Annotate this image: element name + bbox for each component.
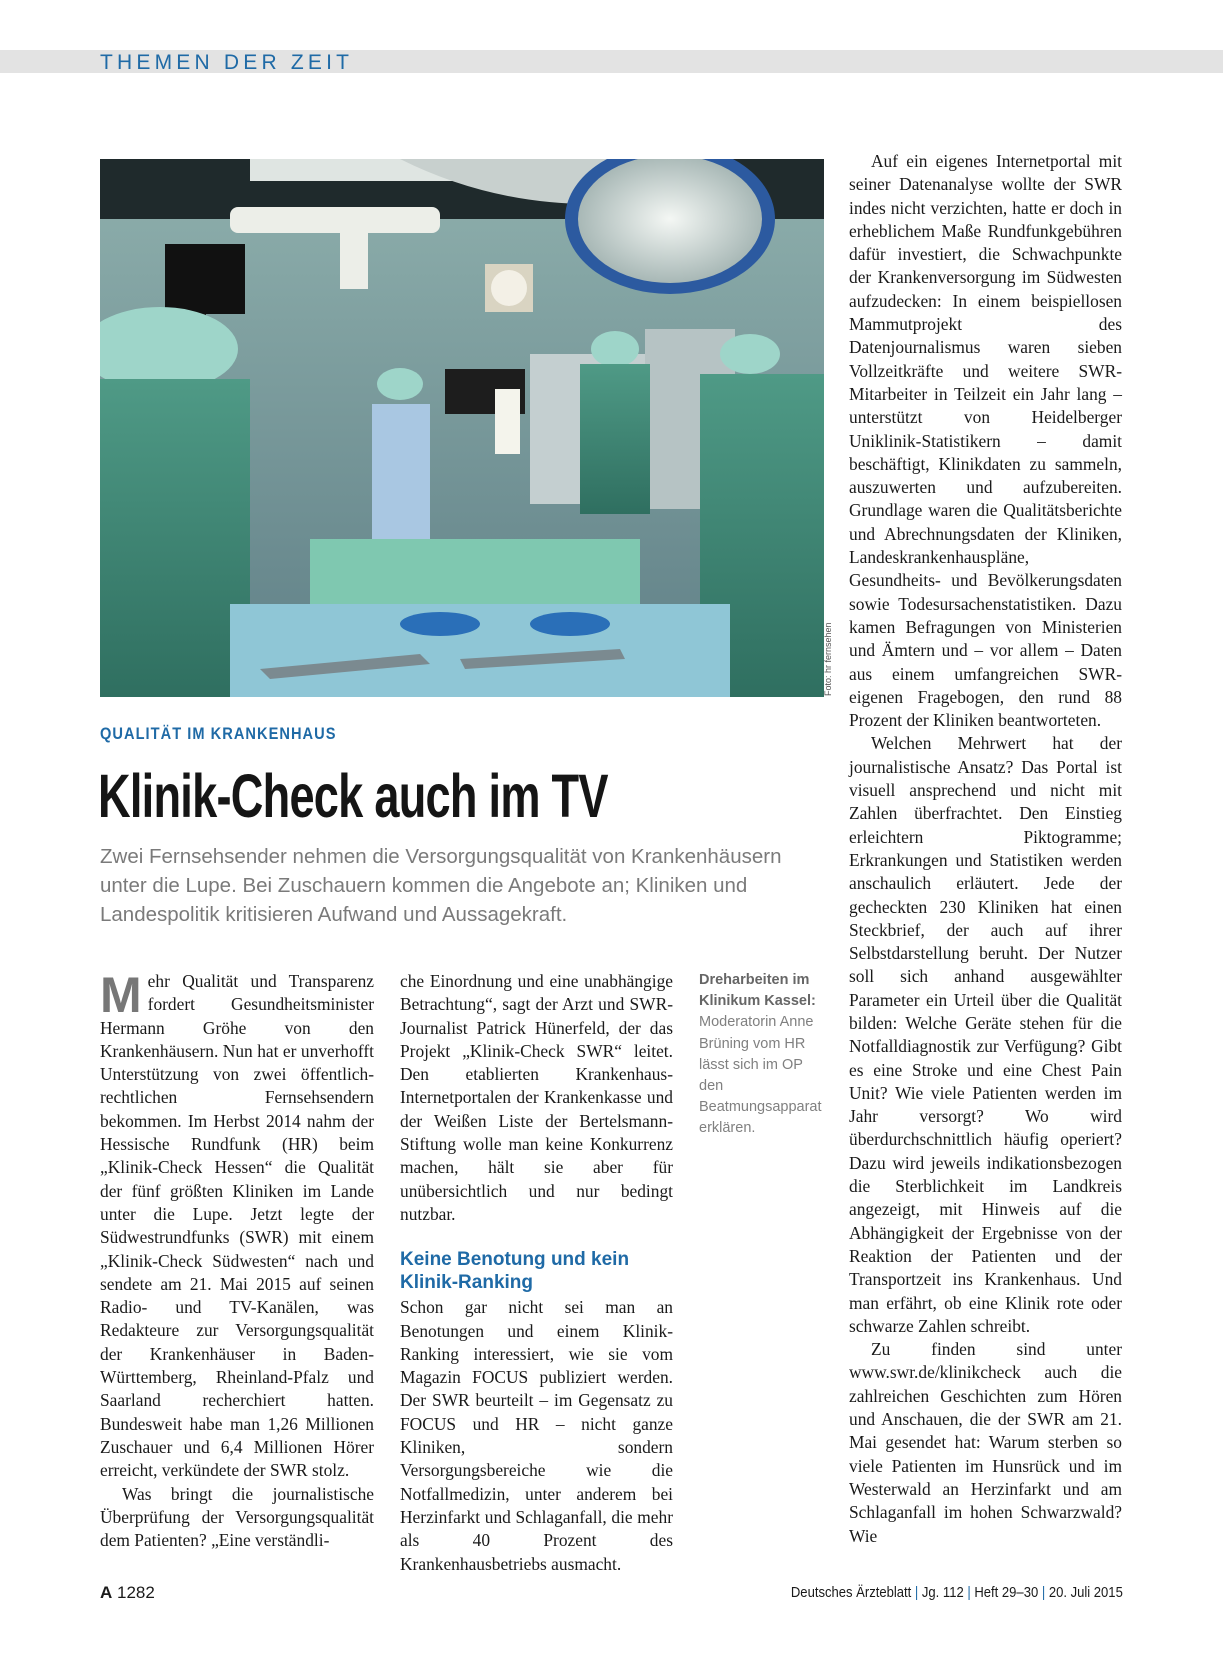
article-kicker: QUALITÄT IM KRANKENHAUS <box>100 724 337 743</box>
paragraph: Welchen Mehrwert hat der journalistische Ansatz? Das Portal ist visuell ansprechend und nicht mit Zahlen überfrachtet. Den Einstieg erleichtern Piktogramme; Erkrankungen und Statistiken werden anschaulich erläutert. Jede der gecheckten 230 Kliniken hat einen Steckbrief, der auch auf ihrer Selbstdarstellung beruht. Der Nutzer soll sich anhand ausgewählter Parameter ein Urteil über die Qualität bilden: Welche Geräte stehen für die Notfalldiagnostik zur Verfügung? Gibt es eine Stroke und eine Chest Pain Unit? Wie viele Patienten werden im Jahr versorgt? Wo wird überdurchschnittlich häufig operiert? Dazu wird jeweils indikationsbezogen die Sterblichkeit im Landkreis angezeigt, mit Hinweis auf die Abhängigkeit der Ergebnisse von der Reaktion der Patienten und der Transportzeit ins Krankenhaus. Und man erfährt, ob eine Klinik rote oder schwarze Zahlen schreibt. <box>849 733 1122 1336</box>
caption-body: Moderatorin Anne Brüning vom HR lässt sich im OP den Beatmungsapparat erklären. <box>699 1014 822 1137</box>
page-folio <box>100 1583 155 1603</box>
issue: Heft 29–30 <box>974 1585 1039 1601</box>
article-photo <box>100 159 824 697</box>
subheading: Keine Benotung und kein Klinik-Ranking <box>400 1249 630 1294</box>
drop-cap: M <box>100 967 142 1023</box>
paragraph: Zu finden sind unter www.swr.de/klinikcheck auch die zahlreichen Geschichten zum Hören und Anschauen, die der SWR am 21. Mai gesendet hat: Warum sterben so viele Patienten im Hunsrück und im Westerwald an Herzinfarkt und am Schlaganfall im hohen Schwarzwald? Wie <box>849 1339 1122 1546</box>
journal-name: Deutsches Ärzteblatt <box>791 1585 912 1601</box>
operating-room-photo <box>100 159 824 697</box>
caption-head: Dreharbeiten im Klinikum Kassel: <box>699 972 816 1010</box>
separator: | <box>1041 1585 1046 1601</box>
paragraph: che Einordnung und eine unabhängige Betrachtung“, sagt der Arzt und SWR-Journalist Patrick Hünerfeld, der das Projekt „Klinik-Check SWR“ leitet. Den etablierten Krankenhaus-Internetportalen der Krankenkasse und der Weißen Liste der Bertelsmann-Stiftung wolle man keine Konkurrenz machen, hält sie aber für unübersichtlich und nur bedingt nutzbar. <box>400 971 673 1224</box>
separator: | <box>915 1585 919 1601</box>
issue-date: 20. Juli 2015 <box>1048 1585 1123 1601</box>
photo-credit: Foto: hr fernsehen <box>823 622 833 696</box>
journal-footer <box>791 1585 1123 1601</box>
article-lead: Zwei Fernsehsender nehmen die Versorgungsqualität von Krankenhäusern unter die Lupe. Bei Zuschauern kommen die Angebote an; Kliniken und Landespolitik kritisieren Aufwand und Aussagekraft. <box>100 845 782 926</box>
paragraph: Was bringt die journalistische Überprüfung der Versorgungsqualität dem Patienten? „Eine verständli- <box>100 1483 374 1551</box>
paragraph: Auf ein eigenes Internetportal mit seiner Datenanalyse wollte der SWR indes nicht verzichten, hatte er doch in erheblichem Maße Rundfunkgebühren dafür investiert, die Schwachpunkte der Krankenversorgung im Südwesten aufzudecken: In einem beispiellosen Mammutprojekt des Datenjournalismus waren sieben Vollzeitkräfte und weitere SWR-Mitarbeiter in Teilzeit ein Jahr lang – unterstützt von Heidelberger Uniklinik-Statistikern – damit beschäftigt, Klinikdaten zu sammeln, auszuwerten und aufzubereiten. Grundlage waren die Qualitätsberichte und Abrechnungsdaten der Kliniken, Landeskrankenhauspläne, Gesundheits- und Bevölkerungsdaten sowie Todesursachenstatistiken. Dazu kamen Befragungen von Ministerien und Ämtern und – vor allem – Daten aus einem umfangreichen SWR-eigenen Fragebogen, den rund 88 Prozent der Kliniken beantworteten. <box>849 151 1122 731</box>
paragraph: Schon gar nicht sei man an Benotungen und einem Klinik-Ranking interessiert, wie sie vom Magazin FOCUS publiziert werden. Der SWR beurteilt – im Gegensatz zu FOCUS und HR – nicht ganze Kliniken, sondern Versorgungsbereiche wie die Notfallmedizin, unter anderem bei Herzinfarkt und Schlaganfall, die mehr als 40 Prozent des Krankenhausbetriebs ausmacht. <box>400 1297 673 1574</box>
paragraph-text: ehr Qualität und Transparenz fordert Gesundheitsminister Hermann Gröhe von den Krankenhäusern. Nun hat er unverhofft Unterstützung von zwei öffentlich-rechtlichen Fernsehsendern bekommen. Im Herbst 2014 nahm der Hessische Rundfunk (HR) beim „Klinik-Check Hessen“ die Qualität der fünf größten Kliniken im Lande unter die Lupe. Jetzt legte der Südwestrundfunks (SWR) mit einem „Klinik-Check Südwesten“ nach und sendete am 21. Mai 2015 auf seinen Radio- und TV-Kanälen, was Redakteure zur Versorgungsqualität der Krankenhäuser in Baden-Württemberg, Rheinland-Pfalz und Saarland recherchiert hatten. Bundesweit habe man 1,26 Millionen Zuschauer und 6,4 Millionen Hörer erreicht, verkündete der SWR stolz. <box>100 971 374 1481</box>
paragraph <box>100 967 374 1483</box>
section-label: THEMEN DER ZEIT <box>100 51 354 74</box>
article-headline: Klinik-Check auch im TV <box>98 762 608 830</box>
photo-caption <box>699 970 824 1140</box>
article-column-1 <box>100 967 374 1552</box>
article-column-2 <box>400 970 673 1576</box>
separator: | <box>967 1585 971 1601</box>
article-column-3 <box>849 150 1122 1548</box>
volume: Jg. 112 <box>922 1585 964 1601</box>
folio-letter: A <box>100 1583 113 1602</box>
page-number: 1282 <box>117 1583 155 1602</box>
